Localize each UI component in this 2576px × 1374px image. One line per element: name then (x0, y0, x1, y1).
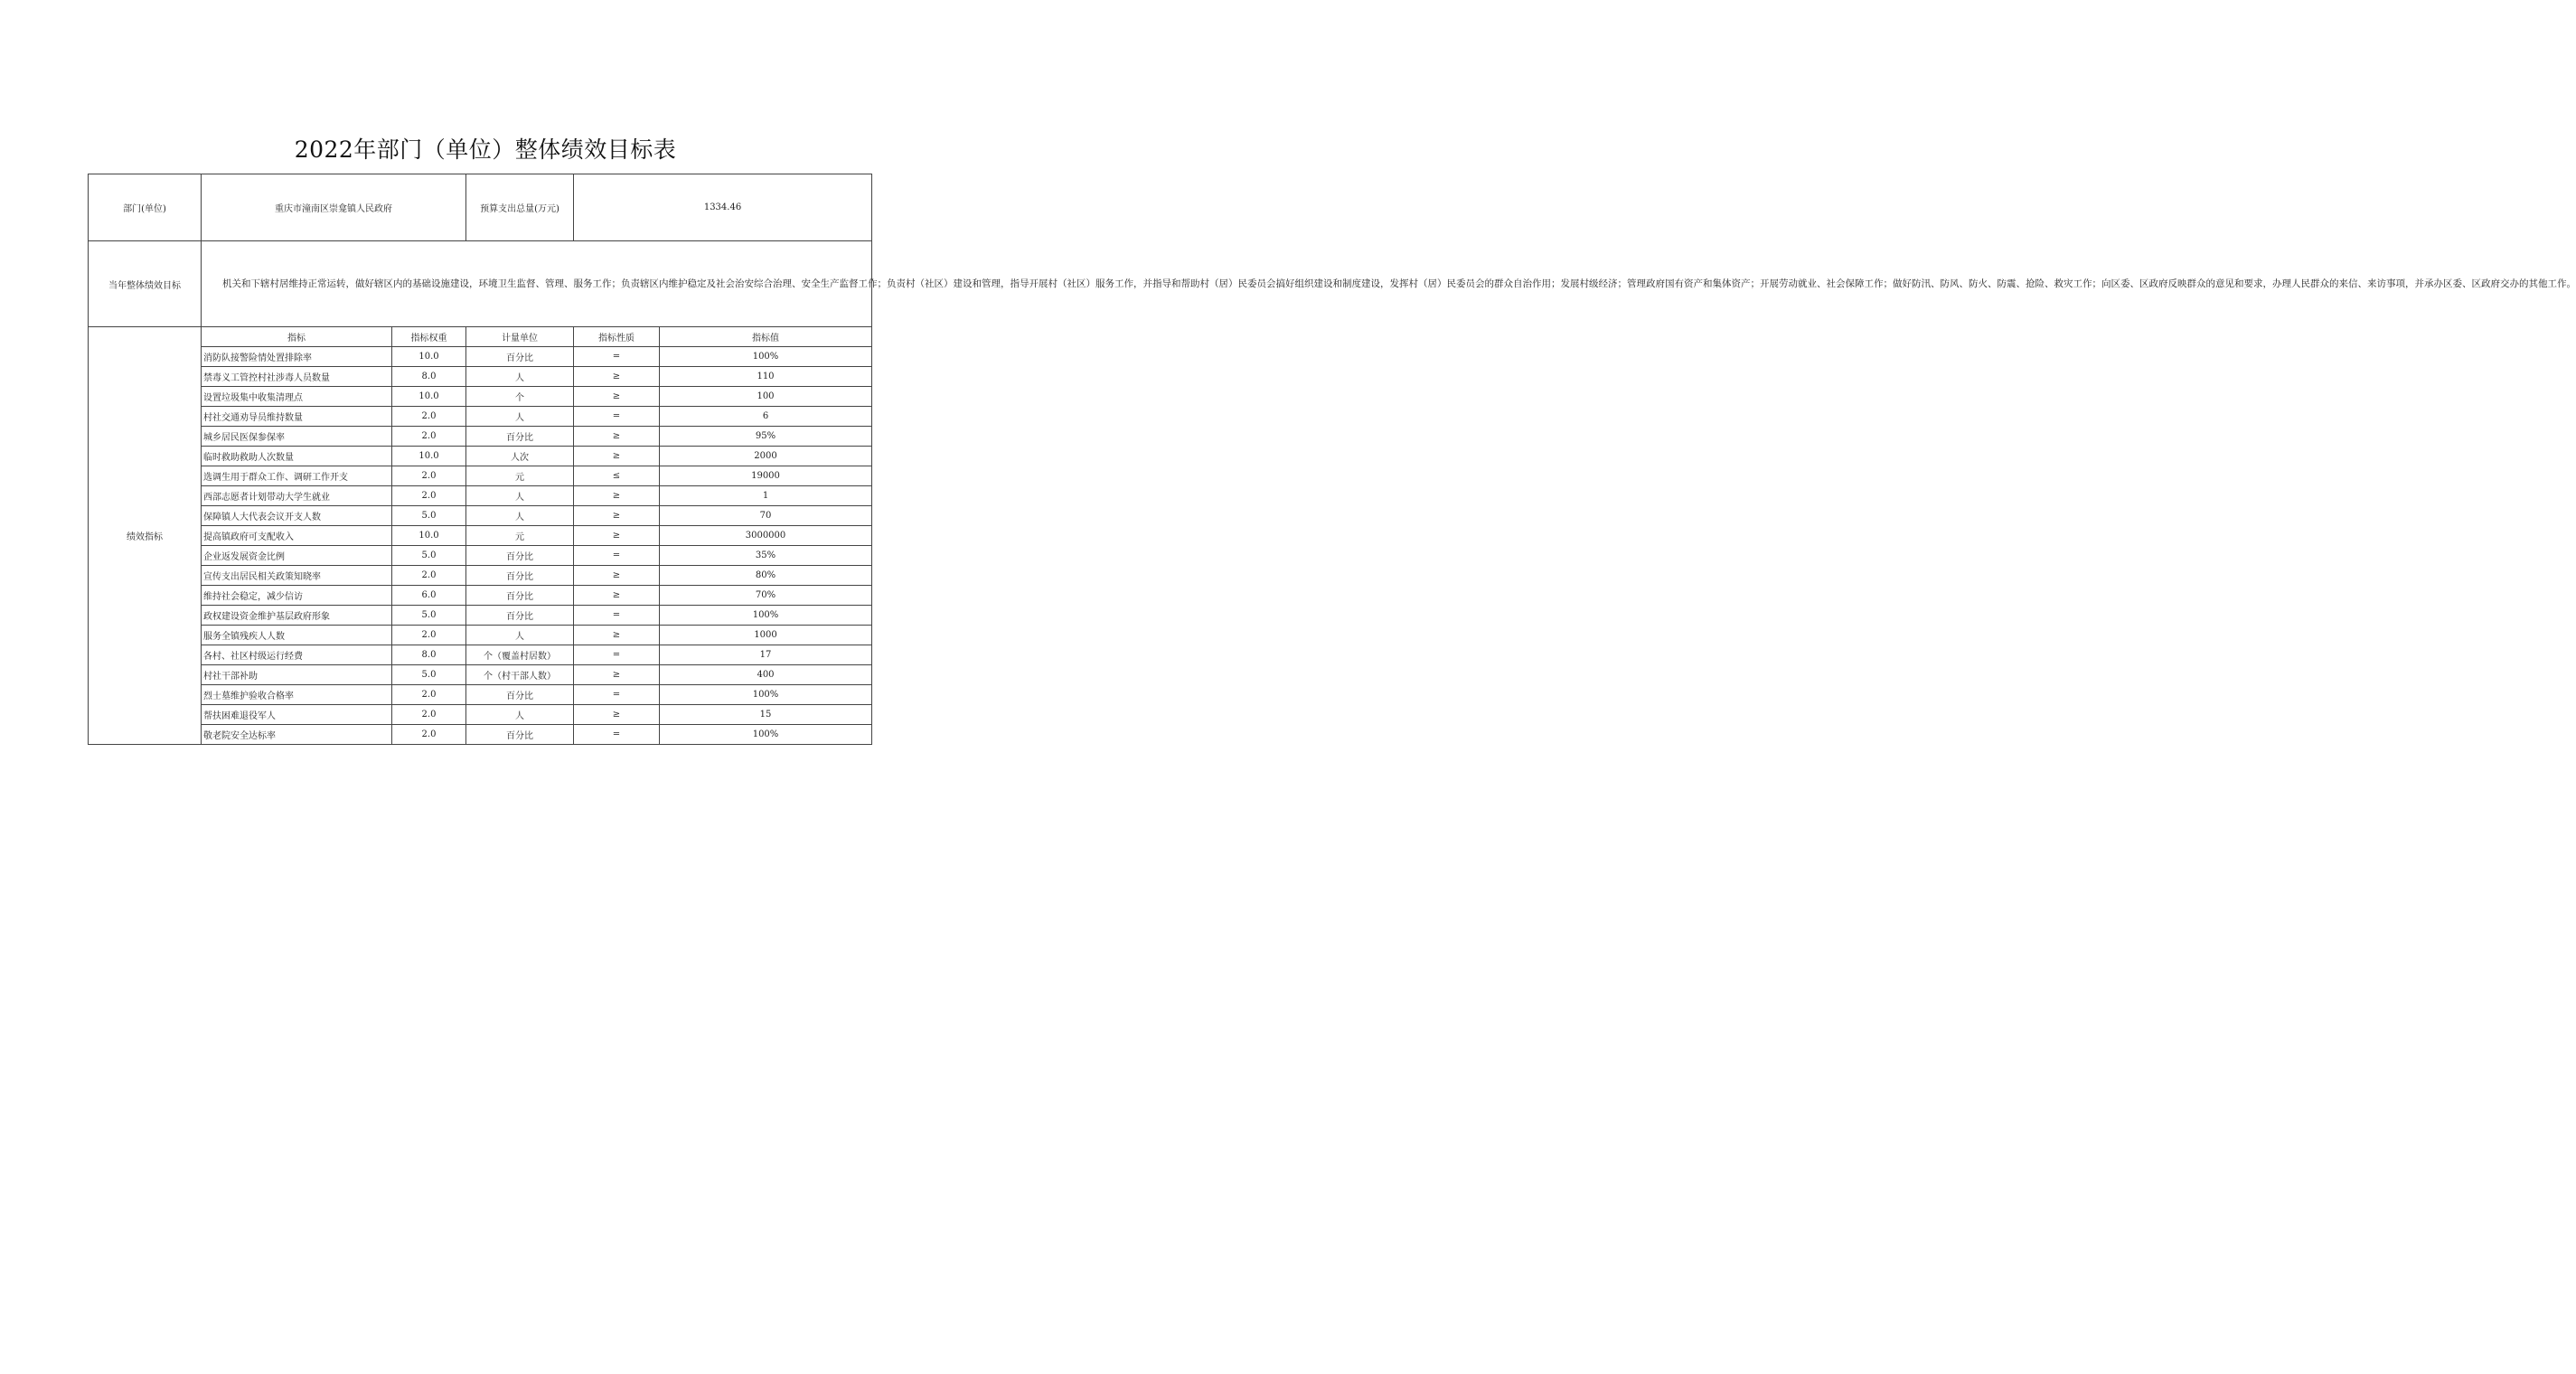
column-header-value: 指标值 (660, 327, 872, 347)
table-row (89, 526, 872, 546)
indicator-value: 100 (660, 387, 872, 407)
indicator-weight: 2.0 (392, 685, 466, 705)
dept-label: 部门(单位) (89, 174, 202, 241)
indicator-nature: ≥ (574, 387, 660, 407)
indicator-name: 企业返发展资金比例 (202, 546, 392, 566)
indicator-value: 110 (660, 367, 872, 387)
indicator-weight: 2.0 (392, 725, 466, 745)
indicator-weight: 2.0 (392, 626, 466, 645)
indicator-nature: ≥ (574, 486, 660, 506)
indicator-unit: 元 (466, 466, 574, 486)
table-row (89, 506, 872, 526)
indicator-weight: 5.0 (392, 606, 466, 626)
indicator-nature: ≥ (574, 705, 660, 725)
goal-text: 机关和下辖村居维持正常运转，做好辖区内的基础设施建设，环境卫生监督、管理、服务工作；负责辖区内维护稳定及社会治安综合治理、安全生产监督工作；负责村（社区）建设和管理，指导开展村（社区）服务工作，并指导和帮助村（居）民委员会搞好组织建设和制度建设，发挥村（居）民委员会的群众自治作用；发展村级经济；管理政府国有资产和集体资产；开展劳动就业、社会保障工作；做好防汛、防风、防火、防震、抢险、救灾工作；向区委、区政府反映群众的意见和要求，办理人民群众的来信、来访事项，并承办区委、区政府交办的其他工作。 (202, 241, 872, 327)
indicator-nature: = (574, 347, 660, 367)
indicator-value: 70% (660, 586, 872, 606)
table-row (89, 705, 872, 725)
table-row (89, 645, 872, 665)
indicator-nature: = (574, 725, 660, 745)
indicator-weight: 8.0 (392, 367, 466, 387)
indicator-nature: = (574, 645, 660, 665)
budget-label: 预算支出总量(万元) (466, 174, 574, 241)
indicator-nature: ≥ (574, 586, 660, 606)
indicator-weight: 2.0 (392, 486, 466, 506)
indicator-unit: 个（村干部人数） (466, 665, 574, 685)
table-row (89, 566, 872, 586)
indicator-value: 400 (660, 665, 872, 685)
dept-value: 重庆市潼南区崇龛镇人民政府 (202, 174, 466, 241)
indicator-unit: 人 (466, 367, 574, 387)
indicator-weight: 10.0 (392, 526, 466, 546)
indicator-nature: ≥ (574, 566, 660, 586)
indicator-name: 宣传支出居民相关政策知晓率 (202, 566, 392, 586)
indicator-weight: 5.0 (392, 546, 466, 566)
indicator-value: 70 (660, 506, 872, 526)
goal-row (89, 241, 872, 327)
indicator-weight: 2.0 (392, 566, 466, 586)
indicator-name: 选调生用于群众工作、调研工作开支 (202, 466, 392, 486)
goal-label: 当年整体绩效目标 (89, 241, 202, 327)
indicator-weight: 8.0 (392, 645, 466, 665)
column-header-nature: 指标性质 (574, 327, 660, 347)
table-row (89, 466, 872, 486)
indicator-name: 村社交通劝导员维持数量 (202, 407, 392, 427)
indicator-value: 1 (660, 486, 872, 506)
indicator-weight: 2.0 (392, 466, 466, 486)
indicator-unit: 百分比 (466, 606, 574, 626)
indicator-unit: 百分比 (466, 725, 574, 745)
table-row (89, 367, 872, 387)
indicator-nature: ≥ (574, 526, 660, 546)
indicator-value: 6 (660, 407, 872, 427)
indicator-value: 100% (660, 725, 872, 745)
indicator-unit: 个 (466, 387, 574, 407)
indicator-name: 设置垃圾集中收集清理点 (202, 387, 392, 407)
indicator-unit: 百分比 (466, 685, 574, 705)
indicators-label: 绩效指标 (89, 327, 202, 745)
indicator-name: 政权建设资金维护基层政府形象 (202, 606, 392, 626)
indicator-name: 服务全镇残疾人人数 (202, 626, 392, 645)
table-row (89, 347, 872, 367)
indicator-name: 提高镇政府可支配收入 (202, 526, 392, 546)
indicator-unit: 百分比 (466, 546, 574, 566)
indicator-unit: 个（覆盖村居数） (466, 645, 574, 665)
indicator-value: 2000 (660, 447, 872, 466)
table-row (89, 486, 872, 506)
indicator-nature: ≥ (574, 427, 660, 447)
indicator-unit: 人 (466, 705, 574, 725)
indicator-weight: 6.0 (392, 586, 466, 606)
table-row (89, 685, 872, 705)
table-row (89, 586, 872, 606)
indicator-name: 临时救助救助人次数量 (202, 447, 392, 466)
indicator-value: 1000 (660, 626, 872, 645)
indicator-nature: = (574, 546, 660, 566)
indicator-nature: ≥ (574, 626, 660, 645)
column-header-indicator: 指标 (202, 327, 392, 347)
column-header-unit: 计量单位 (466, 327, 574, 347)
indicator-weight: 10.0 (392, 387, 466, 407)
indicator-column-header-row (89, 327, 872, 347)
indicator-value: 15 (660, 705, 872, 725)
table-row (89, 725, 872, 745)
indicator-value: 100% (660, 347, 872, 367)
indicator-name: 各村、社区村级运行经费 (202, 645, 392, 665)
indicator-name: 帮扶困难退役军人 (202, 705, 392, 725)
indicator-name: 敬老院安全达标率 (202, 725, 392, 745)
table-row (89, 407, 872, 427)
indicator-name: 村社干部补助 (202, 665, 392, 685)
indicator-nature: ≥ (574, 367, 660, 387)
indicator-name: 消防队接警险情处置排除率 (202, 347, 392, 367)
indicator-nature: ≥ (574, 506, 660, 526)
table-row (89, 387, 872, 407)
indicator-value: 100% (660, 685, 872, 705)
indicator-value: 35% (660, 546, 872, 566)
indicator-name: 维持社会稳定，减少信访 (202, 586, 392, 606)
performance-target-table (88, 174, 2576, 745)
column-header-weight: 指标权重 (392, 327, 466, 347)
indicator-unit: 元 (466, 526, 574, 546)
indicator-value: 95% (660, 427, 872, 447)
page-title: 2022年部门（单位）整体绩效目标表 (294, 136, 677, 163)
indicator-unit: 百分比 (466, 427, 574, 447)
indicator-value: 17 (660, 645, 872, 665)
table-row (89, 447, 872, 466)
indicator-name: 城乡居民医保参保率 (202, 427, 392, 447)
indicator-weight: 2.0 (392, 427, 466, 447)
indicator-unit: 人次 (466, 447, 574, 466)
table-row (89, 665, 872, 685)
indicator-nature: = (574, 407, 660, 427)
indicator-unit: 人 (466, 407, 574, 427)
indicator-weight: 2.0 (392, 407, 466, 427)
budget-value: 1334.46 (574, 174, 872, 241)
indicator-value: 100% (660, 606, 872, 626)
indicator-nature: = (574, 685, 660, 705)
indicator-weight: 2.0 (392, 705, 466, 725)
indicator-name: 烈士墓维护验收合格率 (202, 685, 392, 705)
indicator-name: 西部志愿者计划带动大学生就业 (202, 486, 392, 506)
table-row (89, 626, 872, 645)
indicator-unit: 百分比 (466, 347, 574, 367)
indicator-weight: 5.0 (392, 665, 466, 685)
indicator-nature: ≥ (574, 447, 660, 466)
indicator-nature: ≤ (574, 466, 660, 486)
table-row (89, 546, 872, 566)
indicator-unit: 百分比 (466, 566, 574, 586)
table-row (89, 606, 872, 626)
indicator-unit: 人 (466, 486, 574, 506)
indicator-name: 保障镇人大代表会议开支人数 (202, 506, 392, 526)
indicator-unit: 百分比 (466, 586, 574, 606)
indicator-value: 19000 (660, 466, 872, 486)
table-row (89, 427, 872, 447)
indicator-value: 80% (660, 566, 872, 586)
indicator-unit: 人 (466, 506, 574, 526)
indicator-unit: 人 (466, 626, 574, 645)
indicator-weight: 5.0 (392, 506, 466, 526)
indicator-weight: 10.0 (392, 447, 466, 466)
indicator-nature: ≥ (574, 665, 660, 685)
indicator-nature: = (574, 606, 660, 626)
indicator-value: 3000000 (660, 526, 872, 546)
indicator-weight: 10.0 (392, 347, 466, 367)
indicator-name: 禁毒义工管控村社涉毒人员数量 (202, 367, 392, 387)
department-row (89, 174, 872, 241)
